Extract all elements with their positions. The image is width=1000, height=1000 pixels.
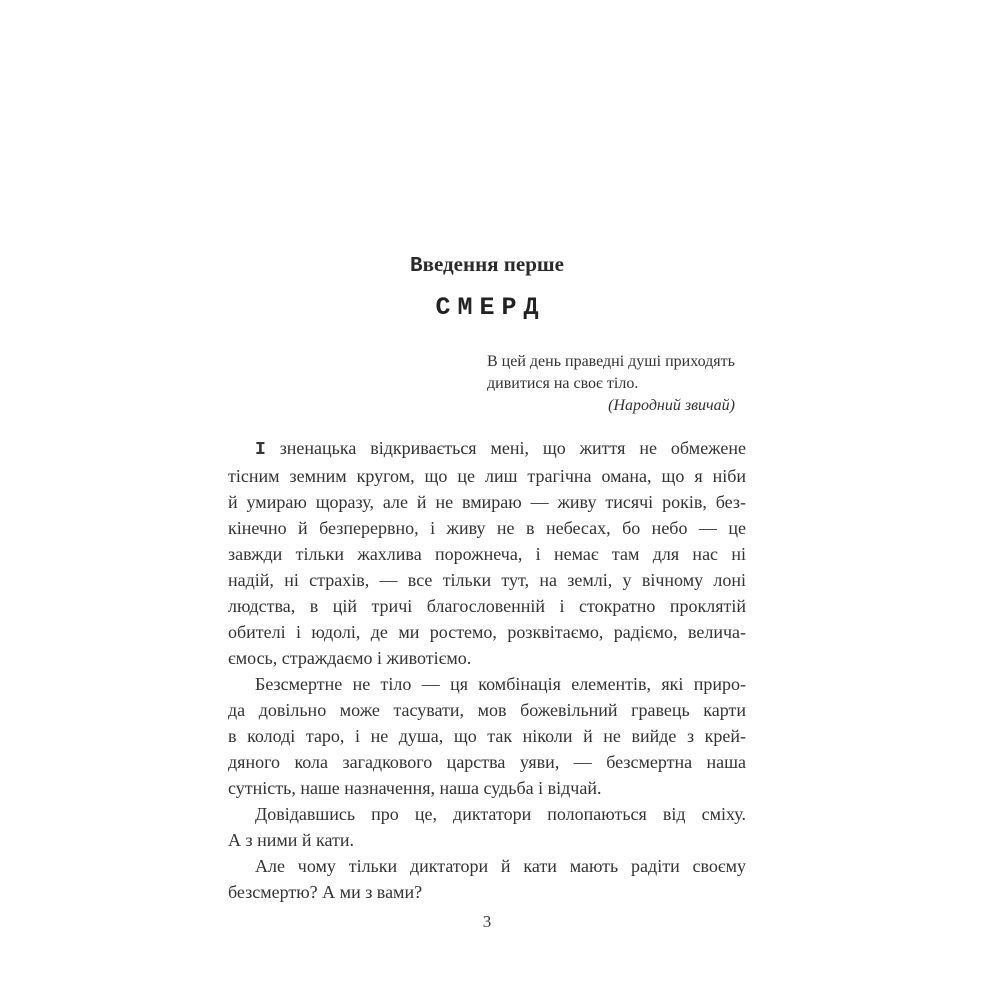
epigraph-attribution: (Народний звичай): [608, 397, 735, 414]
epigraph-line: дивитися на своє тіло.: [487, 375, 639, 392]
body-line: тісним земним кругом, що це лиш трагічна омана, що я ніби: [228, 466, 746, 486]
body-line: Але чому тільки диктатори й кати мають радіти своєму: [255, 856, 746, 876]
paragraph: [228, 801, 746, 853]
body-line: обителі і юдолі, де ми ростемо, розквітаємо, радіємо, велича-: [228, 622, 746, 642]
body-line: ємось, страждаємо і животіємо.: [228, 648, 472, 668]
body-line: А з ними й кати.: [228, 830, 355, 850]
body-line: да довільно може тасувати, мов божевільний гравець карти: [228, 700, 746, 720]
paragraph: [228, 853, 746, 905]
body-line: й умираю щоразу, але й не вмираю — живу тисячі років, без-: [228, 492, 746, 512]
decorated-initial: І: [255, 440, 266, 460]
chapter-title: СМЕРД: [435, 293, 546, 322]
epigraph-line: В цей день праведні душі приходять: [487, 353, 735, 370]
body-line: в колоді таро, і не душа, що так ніколи й не вийде з крей-: [228, 726, 746, 746]
page-content: [228, 250, 746, 933]
body-line: людства, в цій тричі благословенній і стократно проклятій: [228, 596, 746, 616]
body-line: завжди тільки жахлива порожнеча, і немає там для нас ні: [228, 544, 746, 564]
epigraph: [487, 351, 735, 417]
paragraph: [228, 671, 746, 801]
page-number: 3: [482, 912, 492, 931]
body-line: Безсмертне не тіло — ця комбінація елементів, які приро-: [255, 674, 746, 694]
body-line: надій, ні страхів, — все тільки тут, на землі, у вічному лоні: [228, 570, 746, 590]
body-line: Довідавшись про це, диктатори полопаються від сміху.: [255, 804, 746, 824]
decorated-initial: В: [410, 255, 423, 278]
body-paragraphs: [228, 435, 746, 905]
body-line: сутність, наше назначення, наша судьба і відчай.: [228, 778, 602, 798]
body-line: І зненацька відкривається мені, що життя не обмежене: [255, 438, 746, 460]
chapter-heading: Введення перше: [410, 252, 564, 278]
body-line: кінечно й безперервно, і живу не в небесах, бо небо — це: [228, 518, 746, 538]
body-line: дяного кола загадкового царства уяви, — безсмертна наша: [228, 752, 746, 772]
body-line: безсмертю? А ми з вами?: [228, 882, 423, 902]
paragraph: [228, 435, 746, 671]
